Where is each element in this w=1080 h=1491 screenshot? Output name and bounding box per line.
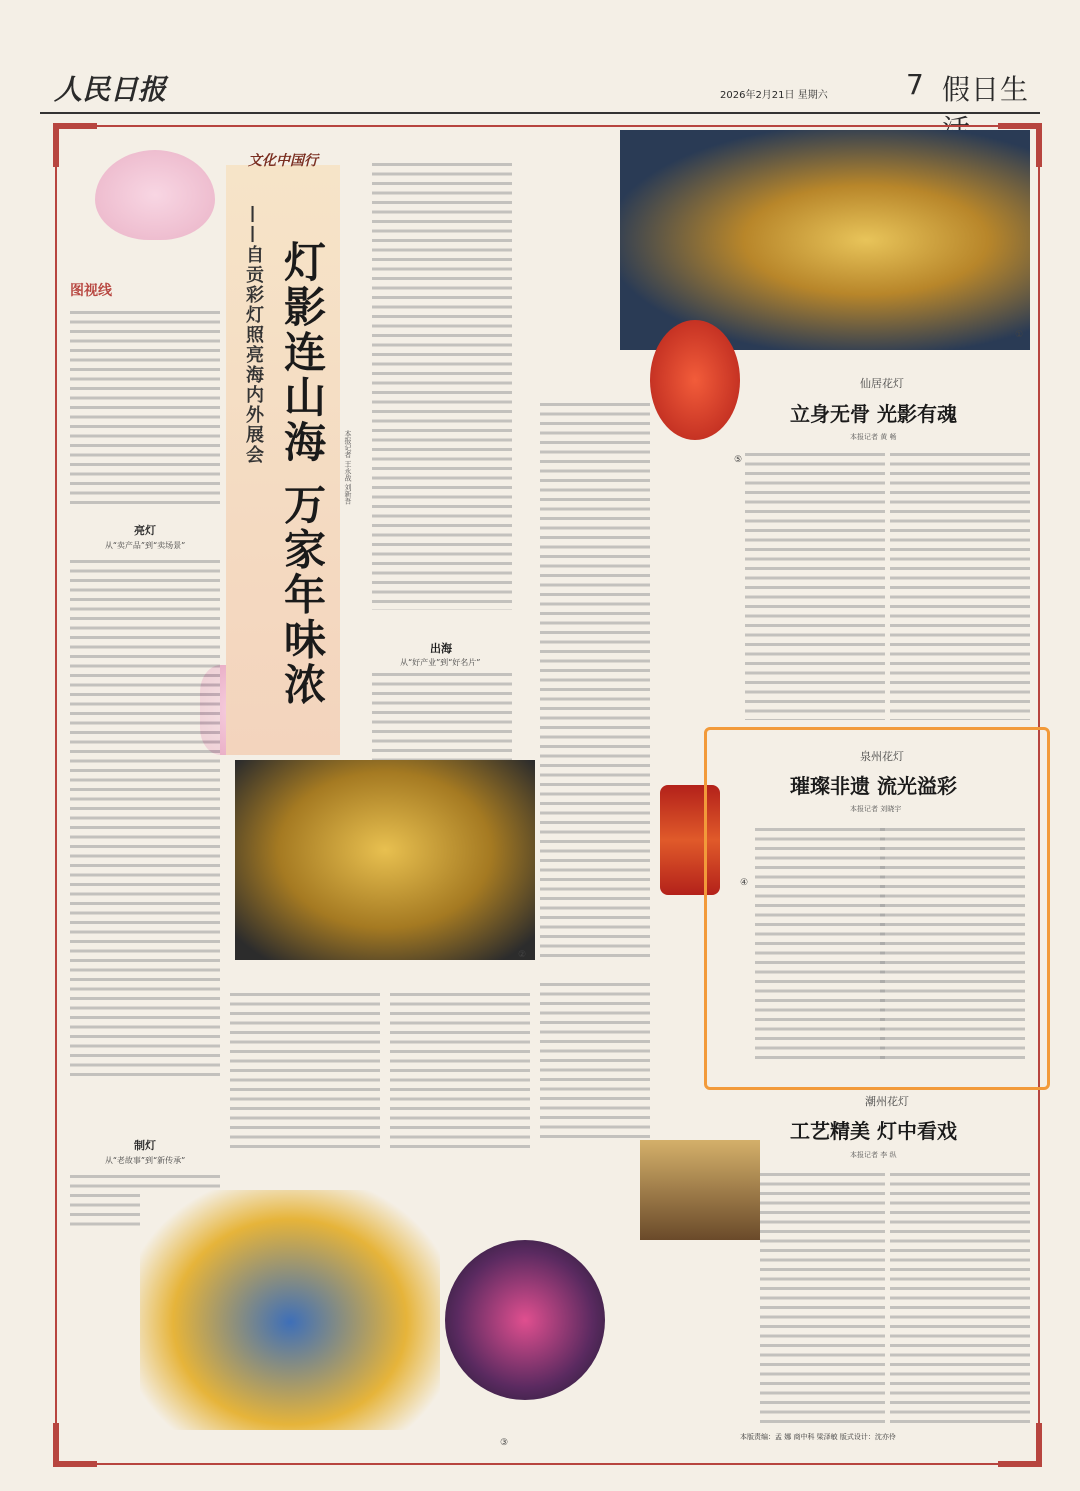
sidebar-headline: 立身无骨 光影有魂	[790, 402, 957, 426]
sidebar-headline: 璀璨非遗 流光溢彩	[790, 774, 957, 798]
article-text	[755, 825, 885, 1060]
image-marker: ②	[518, 950, 527, 960]
sidebar-kicker: 潮州花灯	[865, 1095, 909, 1108]
red-lantern-photo	[650, 320, 740, 440]
article-text	[230, 990, 380, 1150]
byline: 本报记者 王永战 刘新吾	[344, 430, 352, 505]
masthead	[40, 62, 1040, 114]
article-text	[540, 980, 650, 1140]
article-text	[540, 400, 650, 960]
article-text	[372, 160, 512, 610]
section-title: 出海	[430, 642, 452, 655]
vase-lantern-illustration	[140, 1190, 440, 1430]
image-marker: ①	[1015, 330, 1024, 340]
section-name: 假日生	[942, 73, 1030, 106]
section-title: 亮灯	[134, 524, 156, 537]
sidebar-byline: 本报记者 黄 畅	[850, 433, 897, 441]
panda-lantern-photo	[235, 760, 535, 960]
sidebar-byline: 本报记者 刘晓宇	[850, 805, 902, 813]
article-text	[760, 1170, 885, 1425]
paper-logo: 人民日报	[54, 73, 167, 106]
article-text	[70, 308, 220, 508]
sidebar-headline: 工艺精美 灯中看戏	[790, 1119, 957, 1143]
sidebar-kicker: 仙居花灯	[860, 377, 904, 390]
article-text	[890, 1170, 1030, 1425]
article-text	[890, 450, 1030, 720]
image-marker: ④	[740, 878, 749, 888]
column-tag: 图视线	[70, 283, 112, 299]
image-marker: ⑤	[734, 455, 743, 465]
section-subtitle: 从“好产业”到“好名片”	[400, 658, 481, 667]
chaozhou-lantern-photo	[640, 1140, 760, 1240]
page-number: 7	[906, 68, 924, 101]
article-text	[390, 990, 530, 1150]
article-text	[745, 450, 885, 720]
lantern-show-photo	[620, 130, 1030, 350]
circular-lantern-photo	[445, 1240, 605, 1400]
sidebar-kicker: 泉州花灯	[860, 750, 904, 763]
dateline: 2026年2月21日 星期六	[720, 90, 828, 101]
frame-corner	[53, 123, 97, 167]
article-text	[70, 557, 220, 1077]
subtitle: ——自贡彩灯照亮海内外展会	[243, 205, 264, 465]
frame-corner	[998, 1423, 1042, 1467]
frame-corner	[53, 1423, 97, 1467]
pink-lantern-illustration	[95, 150, 215, 240]
column-logo: 文化中国行	[248, 153, 318, 169]
article-text	[880, 825, 1025, 1060]
page-credits: 本版责编：孟 娜 商中科 梁泽敏 版式设计：沈亦伶	[740, 1433, 896, 1441]
section-subtitle: 从“老故事”到“新传承”	[104, 1156, 186, 1165]
image-marker: ③	[500, 1438, 509, 1448]
section-subtitle: 从“卖产品”到“卖场景”	[104, 541, 186, 550]
main-title: 灯影连山海 万家年味浓	[278, 240, 327, 708]
section-title: 制灯	[134, 1139, 156, 1152]
sidebar-byline: 本报记者 李 纵	[850, 1151, 897, 1159]
